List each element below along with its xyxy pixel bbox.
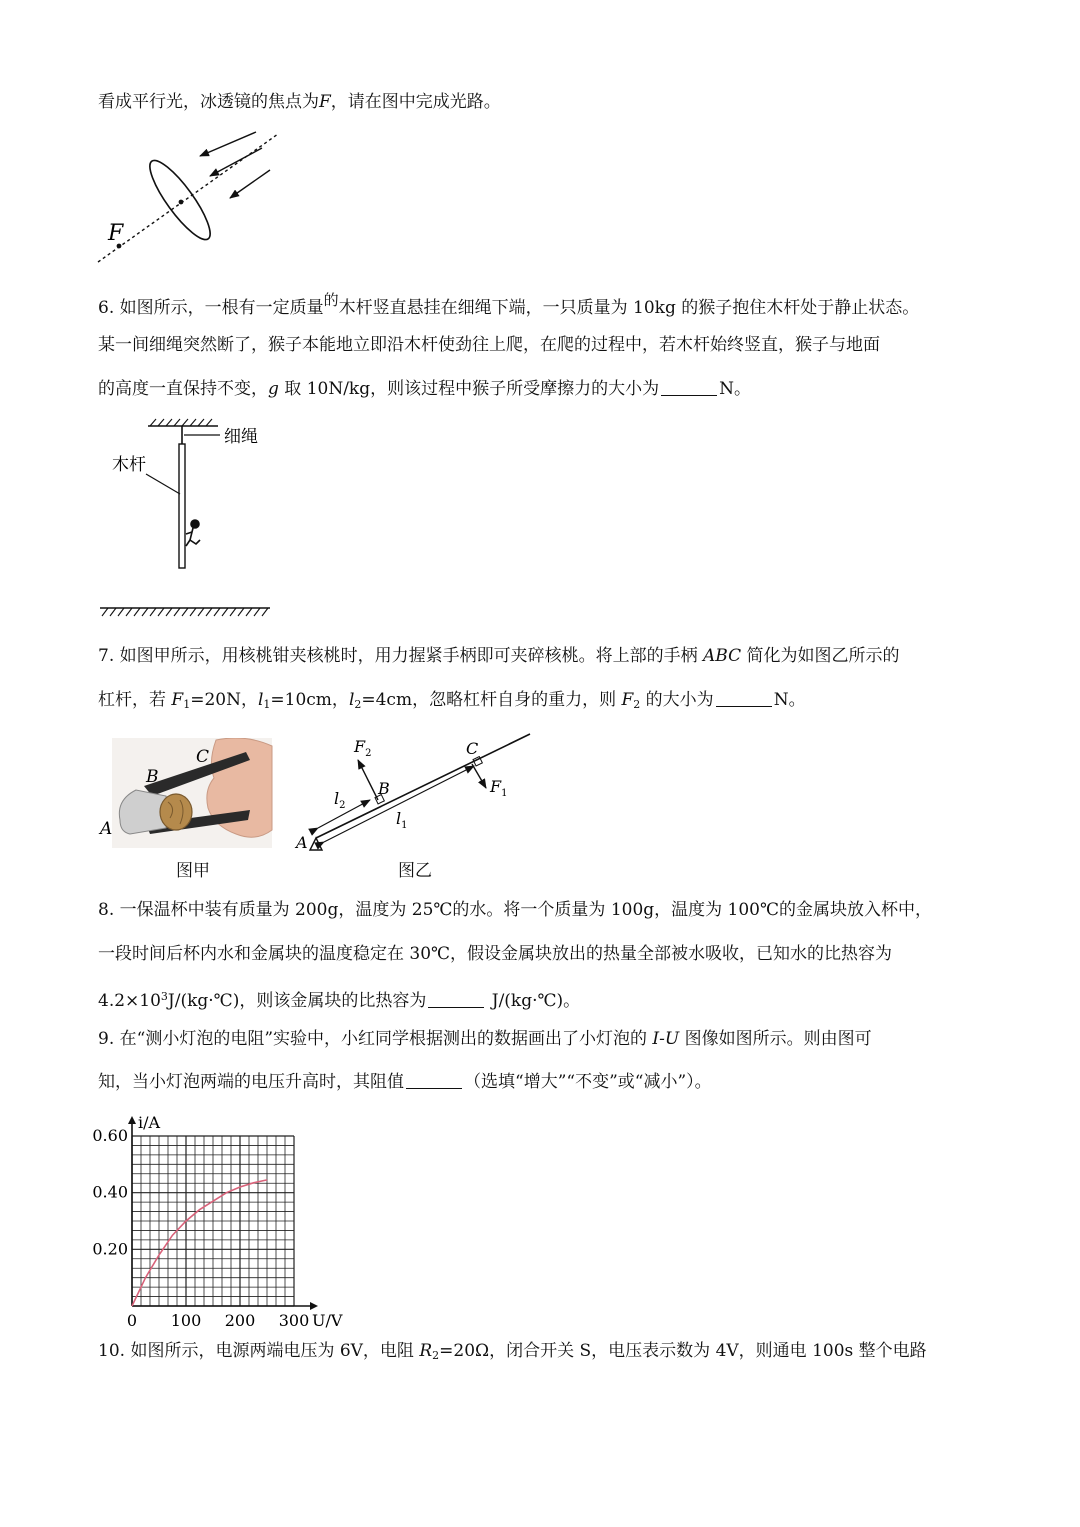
svg-text:F1 <box>489 777 507 799</box>
light-ray-3 <box>230 170 270 198</box>
svg-text:F2 <box>353 737 371 759</box>
lever-diagram <box>290 730 540 854</box>
optical-center <box>179 200 184 205</box>
monkey-figure <box>186 520 200 546</box>
lever-label-f2-sub: 2 <box>365 748 372 759</box>
photo-label-c: C <box>196 747 210 767</box>
answer-blank[interactable] <box>661 377 717 396</box>
q9-line-1: 9. 在“测小灯泡的电阻”实验中，小红同学根据测出的数据画出了小灯泡的 I-U 图像如图所示。则由图可 <box>98 1029 872 1049</box>
q10-line-1: 10. 如图所示，电源两端电压为 6V，电阻 $R_2=20\Omega$，闭合开关 S，电压表示数为 4V，则通电 100s 整个电路 <box>98 1341 927 1362</box>
f2-arrow <box>358 760 378 800</box>
x-tick-label: 0 <box>126 1311 138 1330</box>
q7-line-1: 7. 如图甲所示，用核桃钳夹核桃时，用力握紧手柄即可夹碎核桃。将上部的手柄 ABC 简化为如图乙所示的 <box>98 646 900 666</box>
x-axis-label: U/V <box>312 1311 343 1330</box>
caption-fig-b: 图乙 <box>398 861 432 881</box>
lever-label-l1: l <box>396 809 402 828</box>
nutcracker-photo <box>96 738 276 850</box>
lever-label-f1-sub: 1 <box>501 788 508 799</box>
answer-blank[interactable] <box>428 989 484 1008</box>
y-axis-arrow <box>128 1116 136 1124</box>
q8-line-2: 一段时间后杯内水和金属块的温度稳定在 30℃，假设金属块放出的热量全部被水吸收，已知水的比热容为 <box>98 944 893 964</box>
svg-text:l2 <box>334 789 346 811</box>
photo-label-a: A <box>100 819 113 839</box>
jaw <box>119 790 166 834</box>
y-tick-label: 0.40 <box>92 1182 128 1202</box>
answer-blank[interactable] <box>406 1070 462 1089</box>
pole-pointer <box>146 474 180 494</box>
y-axis-label: i/A <box>138 1113 161 1132</box>
rope-label: 细绳 <box>224 427 258 447</box>
caption-fig-a: 图甲 <box>176 861 210 881</box>
y-tick-label: 0.60 <box>92 1126 128 1145</box>
q7-line-2: 杠杆，若 $F_1=20N$，$l_1=10cm$，$l_2=4cm$，忽略杠杆自身的重力，则 $F_2$ 的大小为 N。 <box>98 690 806 711</box>
lever-label-l2: l <box>334 789 340 808</box>
answer-blank[interactable] <box>716 688 772 707</box>
lens-diagram <box>96 128 286 266</box>
q6-line-3: 的高度一直保持不变，g 取 10N/kg，则该过程中猴子所受摩擦力的大小为 N。 <box>98 379 751 399</box>
walnut <box>160 794 192 830</box>
lever-label-f1: F <box>490 777 502 796</box>
focus-label: F <box>108 221 124 246</box>
lever-label-l2-sub: 2 <box>339 800 346 811</box>
x-tick-label: 300 <box>278 1311 310 1330</box>
light-ray-2 <box>210 148 262 176</box>
lever-label-b: B <box>378 779 390 798</box>
q6-line-1: 6. 如图所示，一根有一定质量$^的$木杆竖直悬挂在细绳下端，一只质量为 10kg 的猴子抱住木杆处于静止状态。 <box>98 291 920 318</box>
f1-arrow <box>472 764 486 788</box>
q6-line-2: 某一间细绳突然断了，猴子本能地立即沿木杆使劲往上爬，在爬的过程中，若木杆始终竖直，猴子与地面 <box>98 335 880 355</box>
l1-arm <box>324 766 474 842</box>
svg-text:l1 <box>396 809 408 831</box>
wooden-pole <box>179 444 185 568</box>
lever-label-f2: F <box>354 737 366 756</box>
pole-label: 木杆 <box>112 455 146 475</box>
lever-label-c: C <box>466 739 479 758</box>
x-tick-label: 200 <box>224 1311 256 1330</box>
q5-text: 看成平行光，冰透镜的焦点为F，请在图中完成光路。 <box>98 92 501 112</box>
q9-line-2: 知，当小灯泡两端的电压升高时，其阻值 （选填“增大”“不变”或“减小”）。 <box>98 1072 712 1092</box>
monkey-pole-diagram <box>96 418 286 622</box>
lever-label-l1-sub: 1 <box>401 820 408 831</box>
q8-line-3: $4.2\times 10^3J/(kg\cdot℃)$，则该金属块的比热容为 J/(kg·℃)。 <box>98 990 581 1011</box>
x-tick-label: 100 <box>170 1311 202 1330</box>
q8-line-1: 8. 一保温杯中装有质量为 200g，温度为 25℃的水。将一个质量为 100g，温度为 100℃的金属块放入杯中， <box>98 900 933 920</box>
fulcrum <box>310 838 322 850</box>
iu-chart <box>90 1100 360 1330</box>
lever-label-a: A <box>296 833 308 852</box>
photo-label-b: B <box>146 767 159 787</box>
y-tick-label: 0.20 <box>92 1239 128 1259</box>
x-axis-arrow <box>310 1302 318 1310</box>
light-ray-1 <box>200 132 256 156</box>
